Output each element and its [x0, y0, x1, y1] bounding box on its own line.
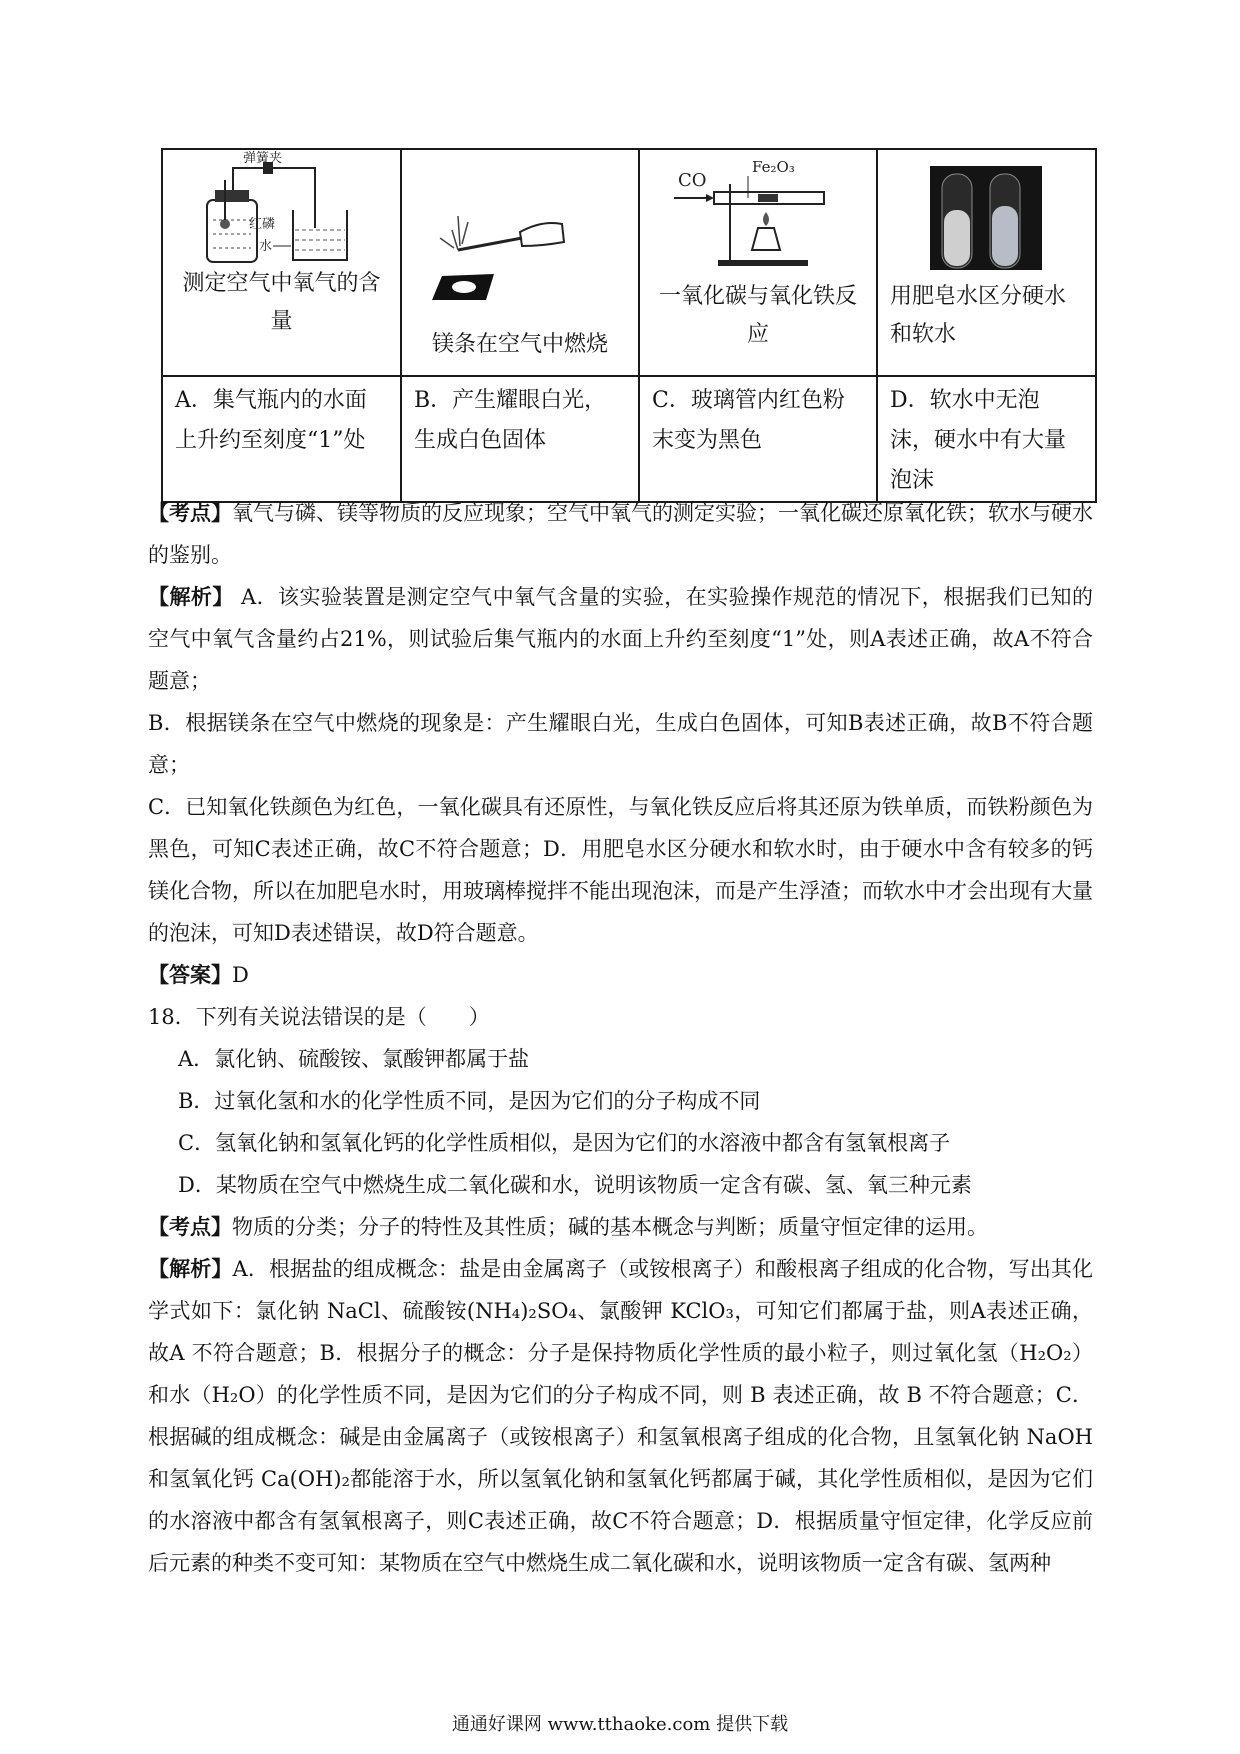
q17-jiexi-b: B．根据镁条在空气中燃烧的现象是：产生耀眼白光，生成白色固体，可知B表述正确，故B不符合题意；	[148, 711, 1093, 777]
caption-c: 一氧化碳与氧化铁反应	[658, 284, 857, 347]
option-b: B．产生耀眼白光，生成白色固体	[401, 376, 639, 502]
page-footer: 通通好课网 www.tthaoke.com 提供下载	[451, 1714, 789, 1735]
q18-jiexi-text: A．根据盐的组成概念：盐是由金属离子（或铵根离子）和酸根离子组成的化合物，写出其化学式如下：氯化钠 NaCl、硫酸铵(NH₄)₂SO₄、氯酸钾 KClO₃，可知它们都属于盐，则A表述正确，故A 不符合题意；B．根据分子的概念：分子是保持物质化学性质的最小粒子，则过氧化氢（H₂O₂）和水（H₂O）的化学性质不同，是因为它们的分子构成不同，则 B 表述正确，故 B 不符合题意；C．根据碱的组成概念：碱是由金属离子（或铵根离子）和氢氧根离子组成的化合物，且氢氧化钠 NaOH 和氢氧化钙 Ca(OH)₂都能溶于水，所以氢氧化钠和氢氧化钙都属于碱，其化学性质相似，是因为它们的水溶液中都含有氢氧根离子，则C表述正确，故C不符合题意；D．根据质量守恒定律，化学反应前后元素的种类不变可知：某物质在空气中燃烧生成二氧化碳和水，说明该物质一定含有碳、氢两种	[148, 1257, 1093, 1575]
q18-option-c: C．氢氧化钠和氢氧化钙的化学性质相似，是因为它们的水溶液中都含有氢氧根离子	[178, 1131, 951, 1155]
answer-text: D	[232, 963, 249, 987]
experiment-table	[161, 148, 1097, 503]
label-co: CO	[678, 170, 707, 191]
q17-jiexi-c: C．已知氧化铁颜色为红色，一氧化碳具有还原性，与氧化铁反应后将其还原为铁单质，而铁粉颜色为黑色，可知C表述正确，故C不符合题意；D．用肥皂水区分硬水和软水时，由于硬水中含有较多的钙镁化合物，所以在加肥皂水时，用玻璃棒搅拌不能出现泡沫，而是产生浮渣；而软水中才会出现有大量的泡沫，可知D表述错误，故D符合题意。	[148, 795, 1093, 945]
q18-kaodian	[148, 1206, 1093, 1248]
caption-d: 用肥皂水区分硬水和软水	[890, 284, 1067, 347]
kaodian-text: 氧气与磷、镁等物质的反应现象；空气中氧气的测定实验；一氧化碳还原氧化铁；软水与硬水的鉴别。	[148, 501, 1093, 567]
cell-apparatus-b	[401, 149, 639, 376]
q18-option-b: B．过氧化氢和水的化学性质不同，是因为它们的分子构成不同	[178, 1089, 761, 1113]
label-spring-clip: 弹簧夹	[243, 151, 283, 166]
kaodian-tag: 【考点】	[148, 500, 232, 525]
cell-apparatus-a	[162, 149, 401, 376]
q18-jiexi-tag: 【解析】	[148, 1256, 233, 1281]
jiexi-tag: 【解析】	[148, 584, 234, 609]
answer-tag: 【答案】	[148, 962, 232, 987]
q18-jiexi	[148, 1248, 1093, 1584]
q18-kaodian-tag: 【考点】	[148, 1214, 232, 1239]
caption-a: 测定空气中氧气的含量	[182, 271, 381, 334]
q18-option-a: A．氯化钠、硫酸铵、氯酸钾都属于盐	[178, 1047, 530, 1071]
caption-b: 镁条在空气中燃烧	[431, 332, 608, 357]
q18-option-d: D．某物质在空气中燃烧生成二氧化碳和水，说明该物质一定含有碳、氢、氧三种元素	[178, 1173, 972, 1197]
q18-kaodian-text: 物质的分类；分子的特性及其性质；碱的基本概念与判断；质量守恒定律的运用。	[232, 1215, 988, 1239]
label-water: 水	[259, 239, 273, 254]
option-c: C．玻璃管内红色粉末变为黑色	[639, 376, 877, 502]
option-a: A．集气瓶内的水面上升约至刻度“1”处	[162, 376, 401, 502]
label-red-phosphorus: 红磷	[249, 217, 276, 232]
q17-answer	[148, 954, 1093, 996]
option-d: D．软水中无泡沫，硬水中有大量泡沫	[877, 376, 1096, 502]
jiexi-a-text: A．该实验装置是测定空气中氧气含量的实验，在实验操作规范的情况下，根据我们已知的空气中氧气含量约占21%，则试验后集气瓶内的水面上升约至刻度“1”处，则A表述正确，故A不符合题意；	[148, 585, 1094, 693]
oxygen-apparatus-figure	[163, 150, 400, 375]
cell-apparatus-c	[639, 149, 877, 376]
cell-apparatus-d	[877, 149, 1096, 376]
q18-stem: 18．下列有关说法错误的是（ ）	[148, 1005, 490, 1029]
q17-kaodian	[148, 492, 1093, 576]
label-fe2o3: Fe₂O₃	[752, 158, 795, 176]
q17-jiexi-a	[148, 576, 1093, 702]
